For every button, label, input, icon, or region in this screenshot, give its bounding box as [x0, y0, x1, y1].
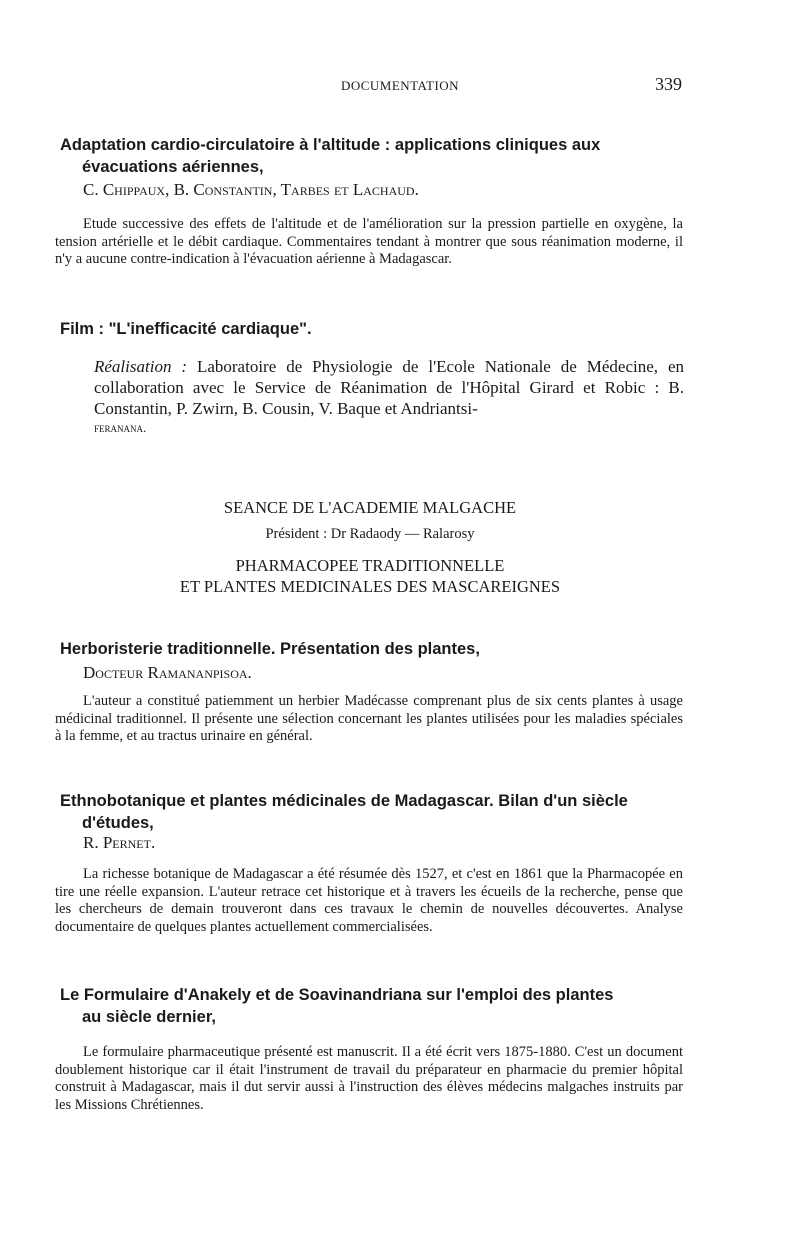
page-number: 339 — [655, 74, 682, 94]
article4-title-line1: Le Formulaire d'Anakely et de Soavinandriana sur l'emploi des plantes — [60, 986, 614, 1004]
seance-president: Président : Dr Radaody — Ralarosy — [265, 526, 475, 542]
film-realisation — [94, 356, 684, 419]
article1-abstract: Etude successive des effets de l'altitude et de l'amélioration sur la pression partielle en oxygène, la tension artérielle et le débit cardiaque. Commentaires tendant à montrer que sous réanimation moderne, il n'y a aucune contre-indication à l'évacuation aérienne à Madagascar. — [55, 216, 683, 267]
article3-authors: R. Pernet. — [83, 833, 156, 852]
running-head: DOCUMENTATION — [340, 78, 460, 93]
article3-abstract: La richesse botanique de Madagascar a été résumée dès 1527, et c'est en 1861 que la Pharmacopée en tire une réelle expansion. L'auteur retrace cet historique et à travers les écueils de la recherche, pense que les chercheurs de demain trouveront dans ces travaux le chemin de nouvelles découvertes. Analyse documentaire de quelques plantes actuellement commercialisées. — [55, 866, 683, 935]
article1-title-line1: Adaptation cardio-circulatoire à l'altitude : applications cliniques aux — [60, 136, 601, 154]
article1-title-line2: évacuations aériennes, — [82, 158, 264, 176]
article4-title-line2: au siècle dernier, — [82, 1008, 216, 1026]
article2-authors: Docteur Ramananpisoa. — [83, 663, 252, 682]
article2-abstract: L'auteur a constitué patiemment un herbier Madécasse comprenant plus de six cents plantes à usage médicinal traditionnel. Il présente une sélection concernant les plantes utilisées pour les maladies spéciales à la femme, et au tractus urinaire en général. — [55, 693, 683, 744]
article4-title — [60, 984, 682, 1028]
film-realisation-text: Laboratoire de Physiologie de l'Ecole Nationale de Médecine, en collaboration avec le Service de Réanimation de l'Hôpital Girard et Robic : B. Constantin, P. Zwirn, B. Cousin, V. Baque et Andriantsi- — [94, 357, 684, 418]
seance-heading: SEANCE DE L'ACADEMIE MALGACHE — [223, 498, 517, 517]
article3-title-line1: Ethnobotanique et plantes médicinales de Madagascar. Bilan d'un siècle — [60, 792, 628, 810]
seance-theme-line1: PHARMACOPEE TRADITIONNELLE — [235, 556, 505, 575]
article4-abstract: Le formulaire pharmaceutique présenté est manuscrit. Il a été écrit vers 1875-1880. C'est un document doublement historique car il était l'instrument de travail du préparateur en pharmacie du premier hôpital construit à Madagascar, mais il dut servir aussi à l'instruction des élèves médecins malgaches instruits par les Missions Chrétiennes. — [55, 1044, 683, 1113]
article1-title — [60, 134, 682, 178]
film-realisation-label: Réalisation : — [94, 357, 188, 376]
article2-title: Herboristerie traditionnelle. Présentation des plantes, — [60, 640, 480, 658]
film-realisation-tail: feranana. — [94, 420, 147, 435]
film-title: Film : "L'inefficacité cardiaque". — [60, 320, 312, 338]
seance-theme-line2: ET PLANTES MEDICINALES DES MASCAREIGNES — [179, 577, 561, 596]
article3-title-line2: d'études, — [82, 814, 154, 832]
article1-authors: C. Chippaux, B. Constantin, Tarbes et Lachaud. — [83, 180, 419, 199]
article3-title — [60, 790, 682, 834]
